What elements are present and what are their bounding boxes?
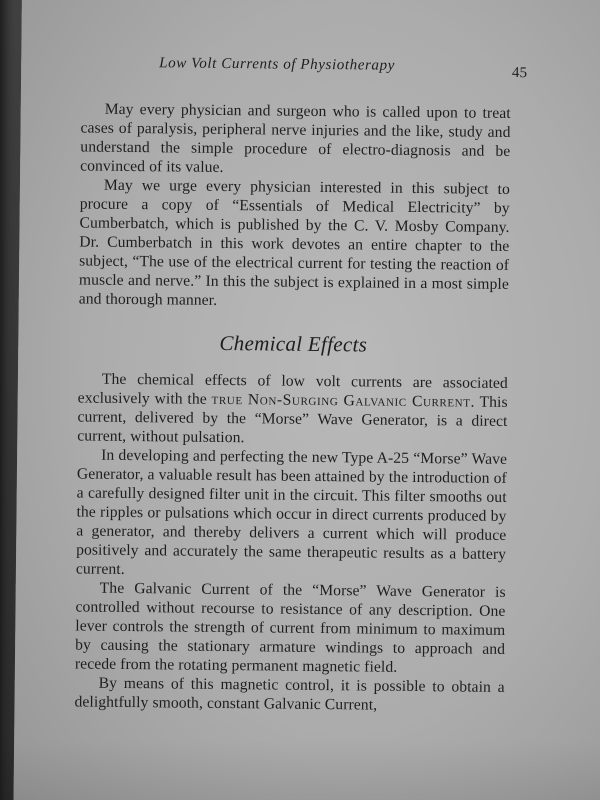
paragraph-electro-diagnosis: May every physician and surgeon who is called upon to treat cases of paralysis, peripheral nerve injuries and the like, study and understand the simple procedure of electro-diagnosis and be convinced of its value. xyxy=(80,100,511,176)
chemical-text-small-caps: true Non-Surging Galvanic Current. xyxy=(211,390,476,411)
paragraph-chemical-effects xyxy=(77,369,508,449)
paragraph-magnetic-control: By means of this magnetic control, it is possible to obtain a delightfully smooth, constant Galvanic Current, xyxy=(74,674,505,714)
paragraph-cumberbatch: May we urge every physician interested in this subject to procure a copy of “Essentials of Medical Electricity” by Cumberbatch, which is published by the C. V. Mosby Company. Dr. Cumberbatch in this work devotes an entire chapter to the subject, “The use of the electrical current for testing the reaction of muscle and nerve.” In this the subject is explained in a most simple and thorough manner. xyxy=(78,176,511,309)
page-text-block xyxy=(74,47,528,715)
paragraph-filter-unit: In developing and perfecting the new Type A-25 “Morse” Wave Generator, a valuable result has been attained by the introduction of a carefully designed filter unit in the circuit. This filter smooths out the ripples or pulsations which occur in direct currents produced by a generator, and thereby delivers a current which will produce positively and accurately the same therapeutic results as a battery current. xyxy=(75,446,508,578)
section-heading: Chemical Effects xyxy=(219,330,368,357)
page-number: 45 xyxy=(511,64,528,82)
running-head xyxy=(81,47,528,82)
chemical-text-before: The chemical effects of low volt currents are associated exclusively with the xyxy=(77,370,508,408)
chemical-text-after: This current, delivered by the “Morse” Wave Generator, is a direct current, without pulsation. xyxy=(77,393,508,447)
running-head-title: Low Volt Currents of Physiotherapy xyxy=(159,55,395,74)
paragraph-galvanic-control: The Galvanic Current of the “Morse” Wave Generator is controlled without recourse to resistance of any description. One lever controls the strength of current from minimum to maximum by causing the stationary armature windings to approach and recede from the rotating permanent magnetic field. xyxy=(74,579,506,676)
book-page xyxy=(13,0,600,800)
